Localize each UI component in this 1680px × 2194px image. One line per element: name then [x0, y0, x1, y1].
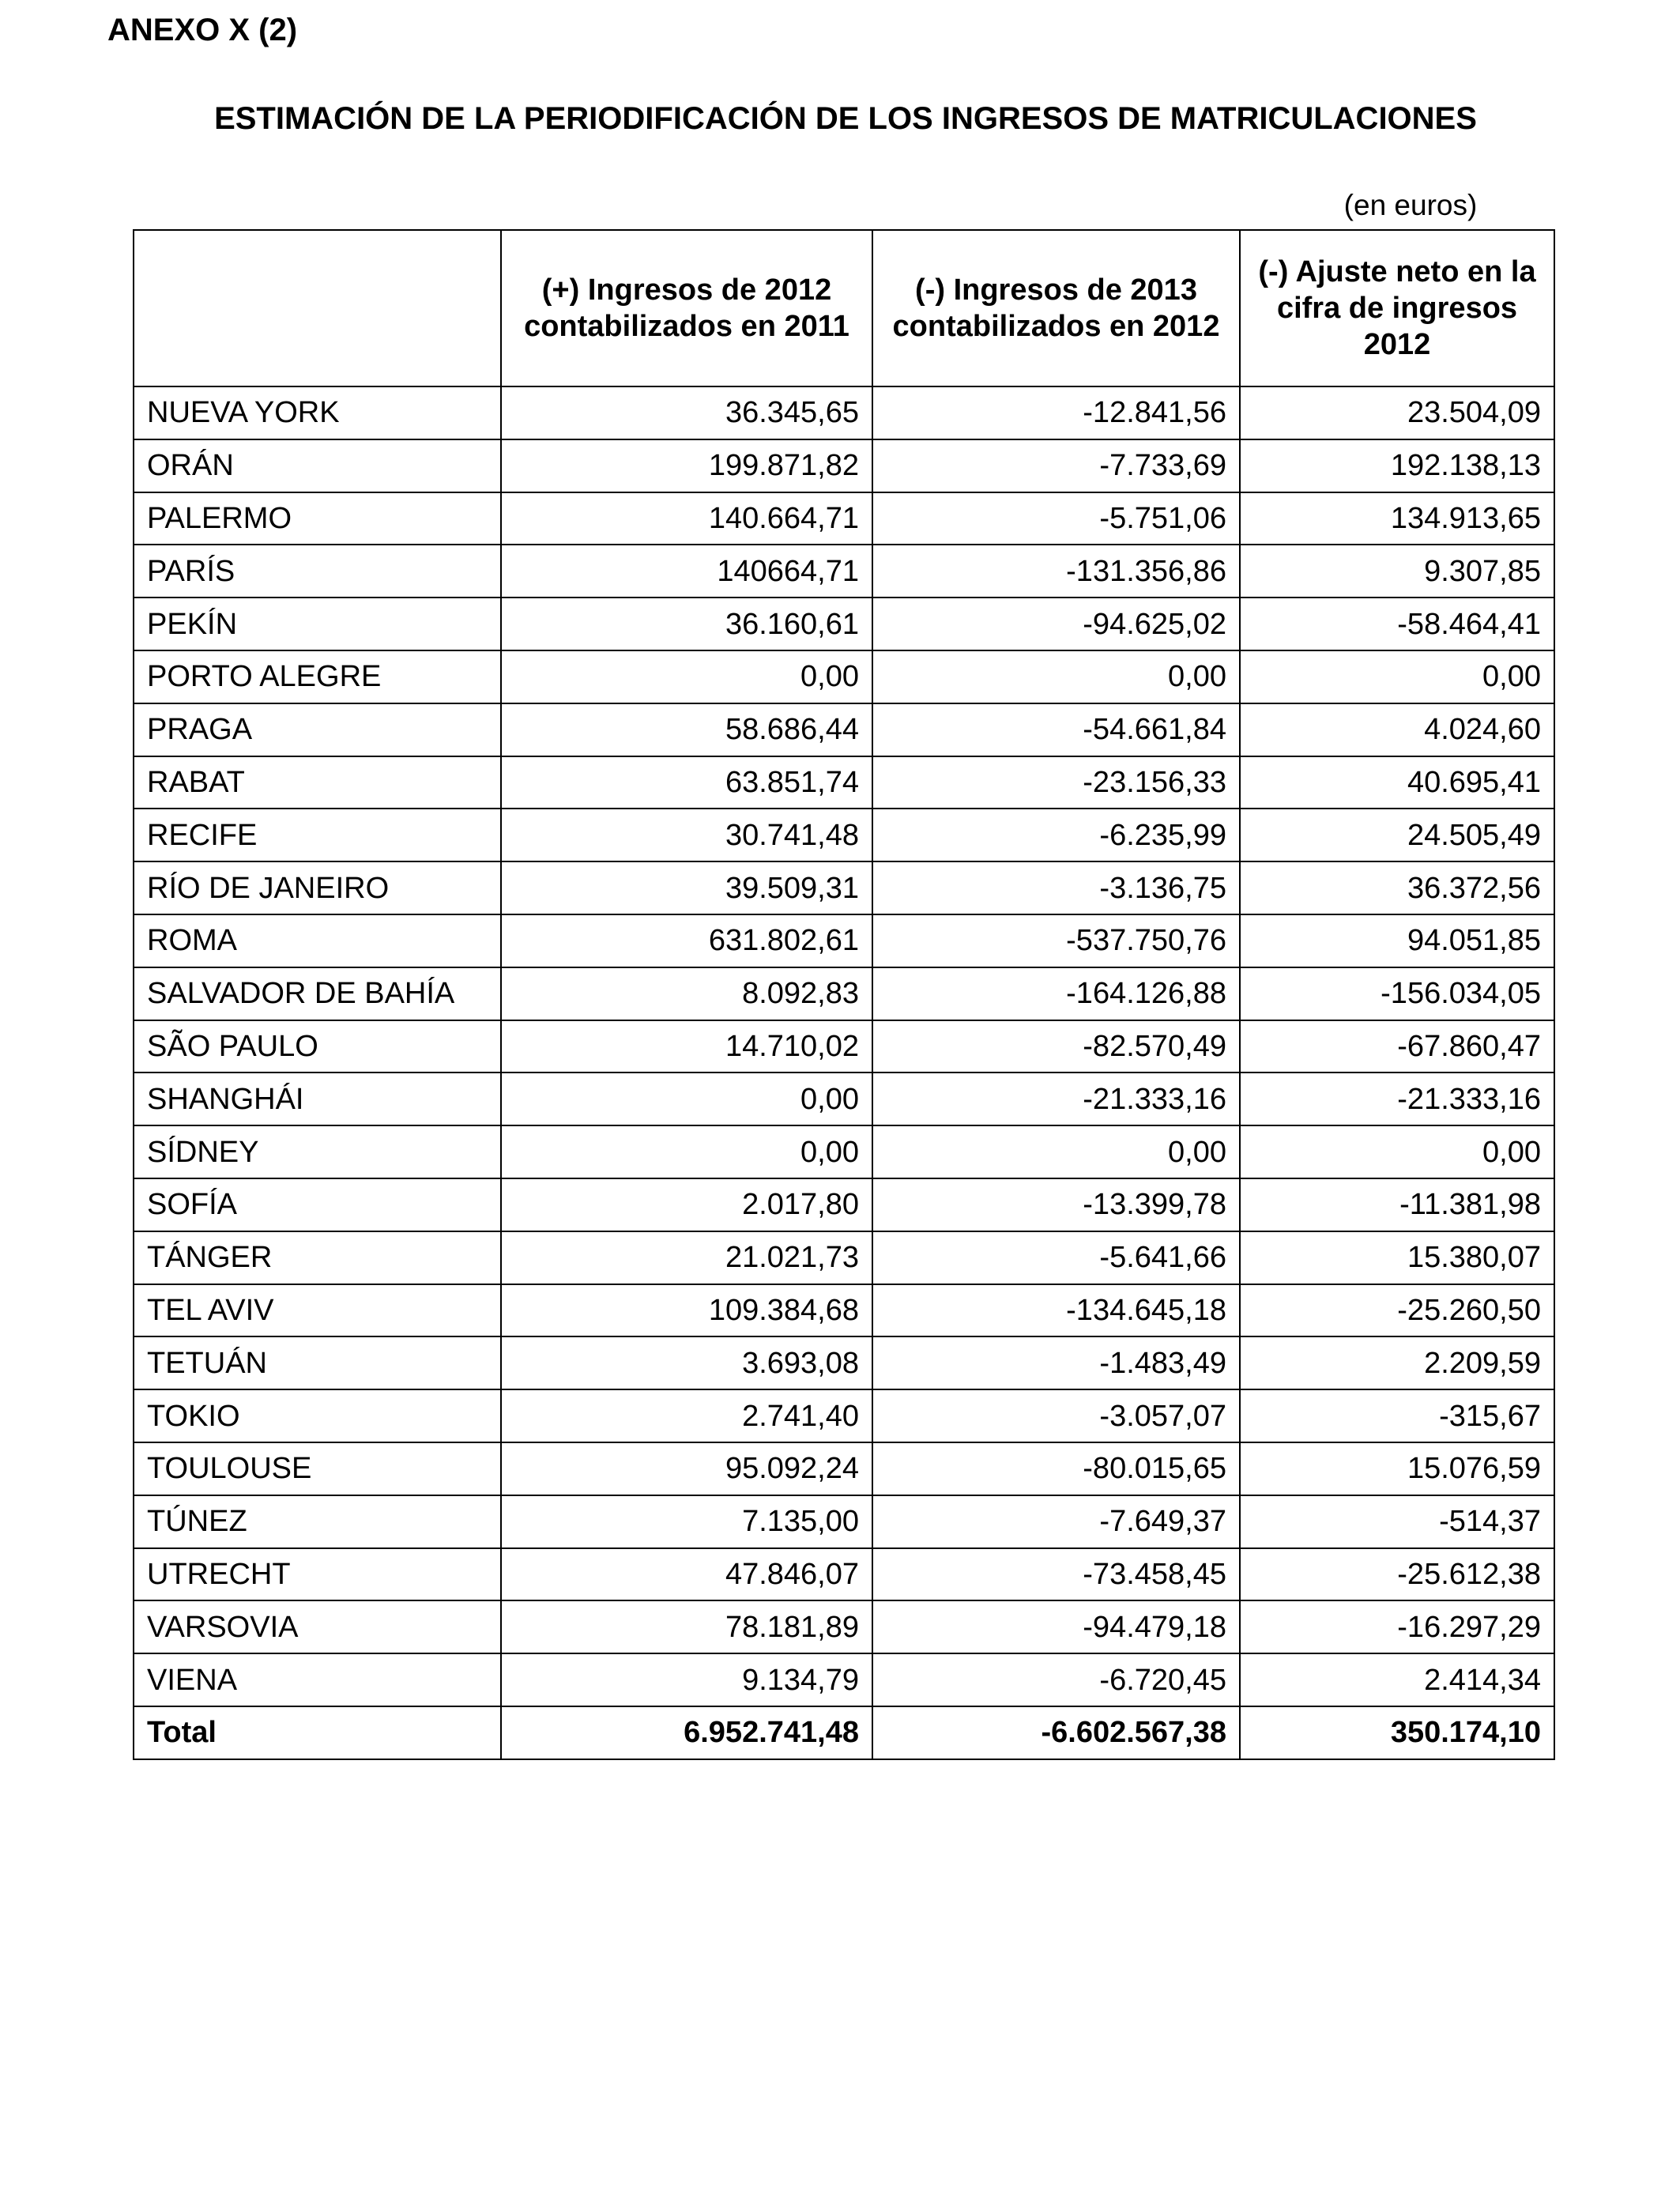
total-income-2012: 6.952.741,48 — [501, 1706, 872, 1759]
row-name-cell: TEL AVIV — [134, 1284, 501, 1337]
table-row — [134, 492, 1554, 545]
row-income-2013-cell: -537.750,76 — [872, 914, 1240, 967]
row-income-2012-cell: 21.021,73 — [501, 1231, 872, 1284]
table-row — [134, 650, 1554, 703]
table-body — [134, 386, 1554, 1706]
row-name-cell: TÁNGER — [134, 1231, 501, 1284]
row-income-2012-cell: 140664,71 — [501, 545, 872, 598]
row-name-cell: VARSOVIA — [134, 1600, 501, 1653]
row-income-2013-cell: -82.570,49 — [872, 1020, 1240, 1073]
row-net-adjustment-cell: -25.260,50 — [1240, 1284, 1554, 1337]
row-net-adjustment-cell: 2.209,59 — [1240, 1336, 1554, 1389]
row-income-2013-cell: -23.156,33 — [872, 756, 1240, 809]
row-income-2012-cell: 78.181,89 — [501, 1600, 872, 1653]
row-name-cell: VIENA — [134, 1653, 501, 1706]
row-name-cell: SALVADOR DE BAHÍA — [134, 967, 501, 1020]
row-net-adjustment-cell: -58.464,41 — [1240, 598, 1554, 650]
row-name-cell: ROMA — [134, 914, 501, 967]
row-name-cell: TÚNEZ — [134, 1495, 501, 1548]
table-row — [134, 1125, 1554, 1178]
table-row — [134, 809, 1554, 861]
row-income-2013-cell: -6.235,99 — [872, 809, 1240, 861]
row-income-2012-cell: 7.135,00 — [501, 1495, 872, 1548]
row-net-adjustment-cell: 15.380,07 — [1240, 1231, 1554, 1284]
row-net-adjustment-cell: 192.138,13 — [1240, 439, 1554, 492]
row-income-2013-cell: 0,00 — [872, 650, 1240, 703]
table-row — [134, 756, 1554, 809]
header-cell-income-2013: (-) Ingresos de 2013 contabilizados en 2012 — [872, 230, 1240, 386]
row-income-2012-cell: 2.017,80 — [501, 1178, 872, 1231]
table-row — [134, 703, 1554, 756]
row-income-2013-cell: -3.057,07 — [872, 1389, 1240, 1442]
row-income-2012-cell: 9.134,79 — [501, 1653, 872, 1706]
table-row — [134, 1495, 1554, 1548]
row-income-2013-cell: -12.841,56 — [872, 386, 1240, 439]
row-name-cell: NUEVA YORK — [134, 386, 501, 439]
row-income-2012-cell: 8.092,83 — [501, 967, 872, 1020]
row-name-cell: SÃO PAULO — [134, 1020, 501, 1073]
table-row — [134, 1548, 1554, 1601]
total-row — [134, 1706, 1554, 1759]
row-net-adjustment-cell: 0,00 — [1240, 650, 1554, 703]
row-name-cell: TOKIO — [134, 1389, 501, 1442]
header-cell-income-2012: (+) Ingresos de 2012 contabilizados en 2011 — [501, 230, 872, 386]
row-income-2012-cell: 39.509,31 — [501, 861, 872, 914]
header-cell-name — [134, 230, 501, 386]
row-net-adjustment-cell: 9.307,85 — [1240, 545, 1554, 598]
row-name-cell: PORTO ALEGRE — [134, 650, 501, 703]
row-net-adjustment-cell: -156.034,05 — [1240, 967, 1554, 1020]
row-net-adjustment-cell: -514,37 — [1240, 1495, 1554, 1548]
annex-label: ANEXO X (2) — [107, 13, 298, 47]
row-name-cell: PEKÍN — [134, 598, 501, 650]
row-net-adjustment-cell: -25.612,38 — [1240, 1548, 1554, 1601]
row-income-2012-cell: 631.802,61 — [501, 914, 872, 967]
row-income-2012-cell: 14.710,02 — [501, 1020, 872, 1073]
row-income-2012-cell: 3.693,08 — [501, 1336, 872, 1389]
row-income-2013-cell: -21.333,16 — [872, 1072, 1240, 1125]
row-income-2013-cell: 0,00 — [872, 1125, 1240, 1178]
table-row — [134, 1389, 1554, 1442]
row-name-cell: PALERMO — [134, 492, 501, 545]
row-income-2012-cell: 0,00 — [501, 650, 872, 703]
row-income-2012-cell: 109.384,68 — [501, 1284, 872, 1337]
row-income-2013-cell: -80.015,65 — [872, 1442, 1240, 1495]
row-net-adjustment-cell: -16.297,29 — [1240, 1600, 1554, 1653]
table-row — [134, 1178, 1554, 1231]
table-row — [134, 1653, 1554, 1706]
table-row — [134, 1442, 1554, 1495]
row-net-adjustment-cell: 15.076,59 — [1240, 1442, 1554, 1495]
row-income-2013-cell: -3.136,75 — [872, 861, 1240, 914]
row-name-cell: RABAT — [134, 756, 501, 809]
row-income-2013-cell: -7.649,37 — [872, 1495, 1240, 1548]
row-income-2012-cell: 199.871,82 — [501, 439, 872, 492]
row-net-adjustment-cell: 40.695,41 — [1240, 756, 1554, 809]
row-income-2013-cell: -6.720,45 — [872, 1653, 1240, 1706]
row-income-2012-cell: 36.160,61 — [501, 598, 872, 650]
row-net-adjustment-cell: 94.051,85 — [1240, 914, 1554, 967]
row-name-cell: TETUÁN — [134, 1336, 501, 1389]
row-income-2013-cell: -94.625,02 — [872, 598, 1240, 650]
table-row — [134, 1072, 1554, 1125]
row-income-2013-cell: -5.751,06 — [872, 492, 1240, 545]
table-row — [134, 545, 1554, 598]
table-row — [134, 861, 1554, 914]
row-net-adjustment-cell: 36.372,56 — [1240, 861, 1554, 914]
row-net-adjustment-cell: -315,67 — [1240, 1389, 1554, 1442]
table-row — [134, 967, 1554, 1020]
row-name-cell: UTRECHT — [134, 1548, 501, 1601]
row-name-cell: SHANGHÁI — [134, 1072, 501, 1125]
row-income-2013-cell: -94.479,18 — [872, 1600, 1240, 1653]
page-title: ESTIMACIÓN DE LA PERIODIFICACIÓN DE LOS INGRESOS DE MATRICULACIONES — [214, 101, 1477, 136]
row-income-2012-cell: 140.664,71 — [501, 492, 872, 545]
row-net-adjustment-cell: 24.505,49 — [1240, 809, 1554, 861]
row-income-2012-cell: 63.851,74 — [501, 756, 872, 809]
row-income-2012-cell: 0,00 — [501, 1072, 872, 1125]
row-name-cell: RECIFE — [134, 809, 501, 861]
row-income-2013-cell: -131.356,86 — [872, 545, 1240, 598]
row-name-cell: SÍDNEY — [134, 1125, 501, 1178]
revenue-table — [133, 229, 1555, 1760]
table-row — [134, 1600, 1554, 1653]
row-income-2012-cell: 30.741,48 — [501, 809, 872, 861]
row-income-2013-cell: -54.661,84 — [872, 703, 1240, 756]
row-income-2012-cell: 36.345,65 — [501, 386, 872, 439]
table-header — [134, 230, 1554, 386]
header-cell-net-adjustment: (-) Ajuste neto en la cifra de ingresos 2012 — [1240, 230, 1554, 386]
row-net-adjustment-cell: 0,00 — [1240, 1125, 1554, 1178]
row-name-cell: PRAGA — [134, 703, 501, 756]
units-note: (en euros) — [1343, 189, 1478, 221]
total-label: Total — [134, 1706, 501, 1759]
header-row — [134, 230, 1554, 386]
row-name-cell: PARÍS — [134, 545, 501, 598]
total-income-2013: -6.602.567,38 — [872, 1706, 1240, 1759]
row-name-cell: RÍO DE JANEIRO — [134, 861, 501, 914]
row-net-adjustment-cell: 23.504,09 — [1240, 386, 1554, 439]
table-footer — [134, 1706, 1554, 1759]
table-row — [134, 439, 1554, 492]
table-row — [134, 386, 1554, 439]
row-income-2013-cell: -1.483,49 — [872, 1336, 1240, 1389]
row-net-adjustment-cell: 4.024,60 — [1240, 703, 1554, 756]
table-row — [134, 914, 1554, 967]
total-net-adjustment: 350.174,10 — [1240, 1706, 1554, 1759]
row-income-2012-cell: 58.686,44 — [501, 703, 872, 756]
table-row — [134, 598, 1554, 650]
row-net-adjustment-cell: -21.333,16 — [1240, 1072, 1554, 1125]
row-net-adjustment-cell: -11.381,98 — [1240, 1178, 1554, 1231]
row-income-2013-cell: -164.126,88 — [872, 967, 1240, 1020]
row-income-2012-cell: 47.846,07 — [501, 1548, 872, 1601]
row-name-cell: ORÁN — [134, 439, 501, 492]
row-net-adjustment-cell: 2.414,34 — [1240, 1653, 1554, 1706]
row-name-cell: SOFÍA — [134, 1178, 501, 1231]
row-income-2012-cell: 0,00 — [501, 1125, 872, 1178]
row-income-2013-cell: -5.641,66 — [872, 1231, 1240, 1284]
row-income-2012-cell: 2.741,40 — [501, 1389, 872, 1442]
row-income-2012-cell: 95.092,24 — [501, 1442, 872, 1495]
table-row — [134, 1020, 1554, 1073]
row-income-2013-cell: -7.733,69 — [872, 439, 1240, 492]
table-row — [134, 1231, 1554, 1284]
row-net-adjustment-cell: 134.913,65 — [1240, 492, 1554, 545]
row-income-2013-cell: -13.399,78 — [872, 1178, 1240, 1231]
table-row — [134, 1336, 1554, 1389]
row-net-adjustment-cell: -67.860,47 — [1240, 1020, 1554, 1073]
table-row — [134, 1284, 1554, 1337]
row-income-2013-cell: -134.645,18 — [872, 1284, 1240, 1337]
row-name-cell: TOULOUSE — [134, 1442, 501, 1495]
row-income-2013-cell: -73.458,45 — [872, 1548, 1240, 1601]
